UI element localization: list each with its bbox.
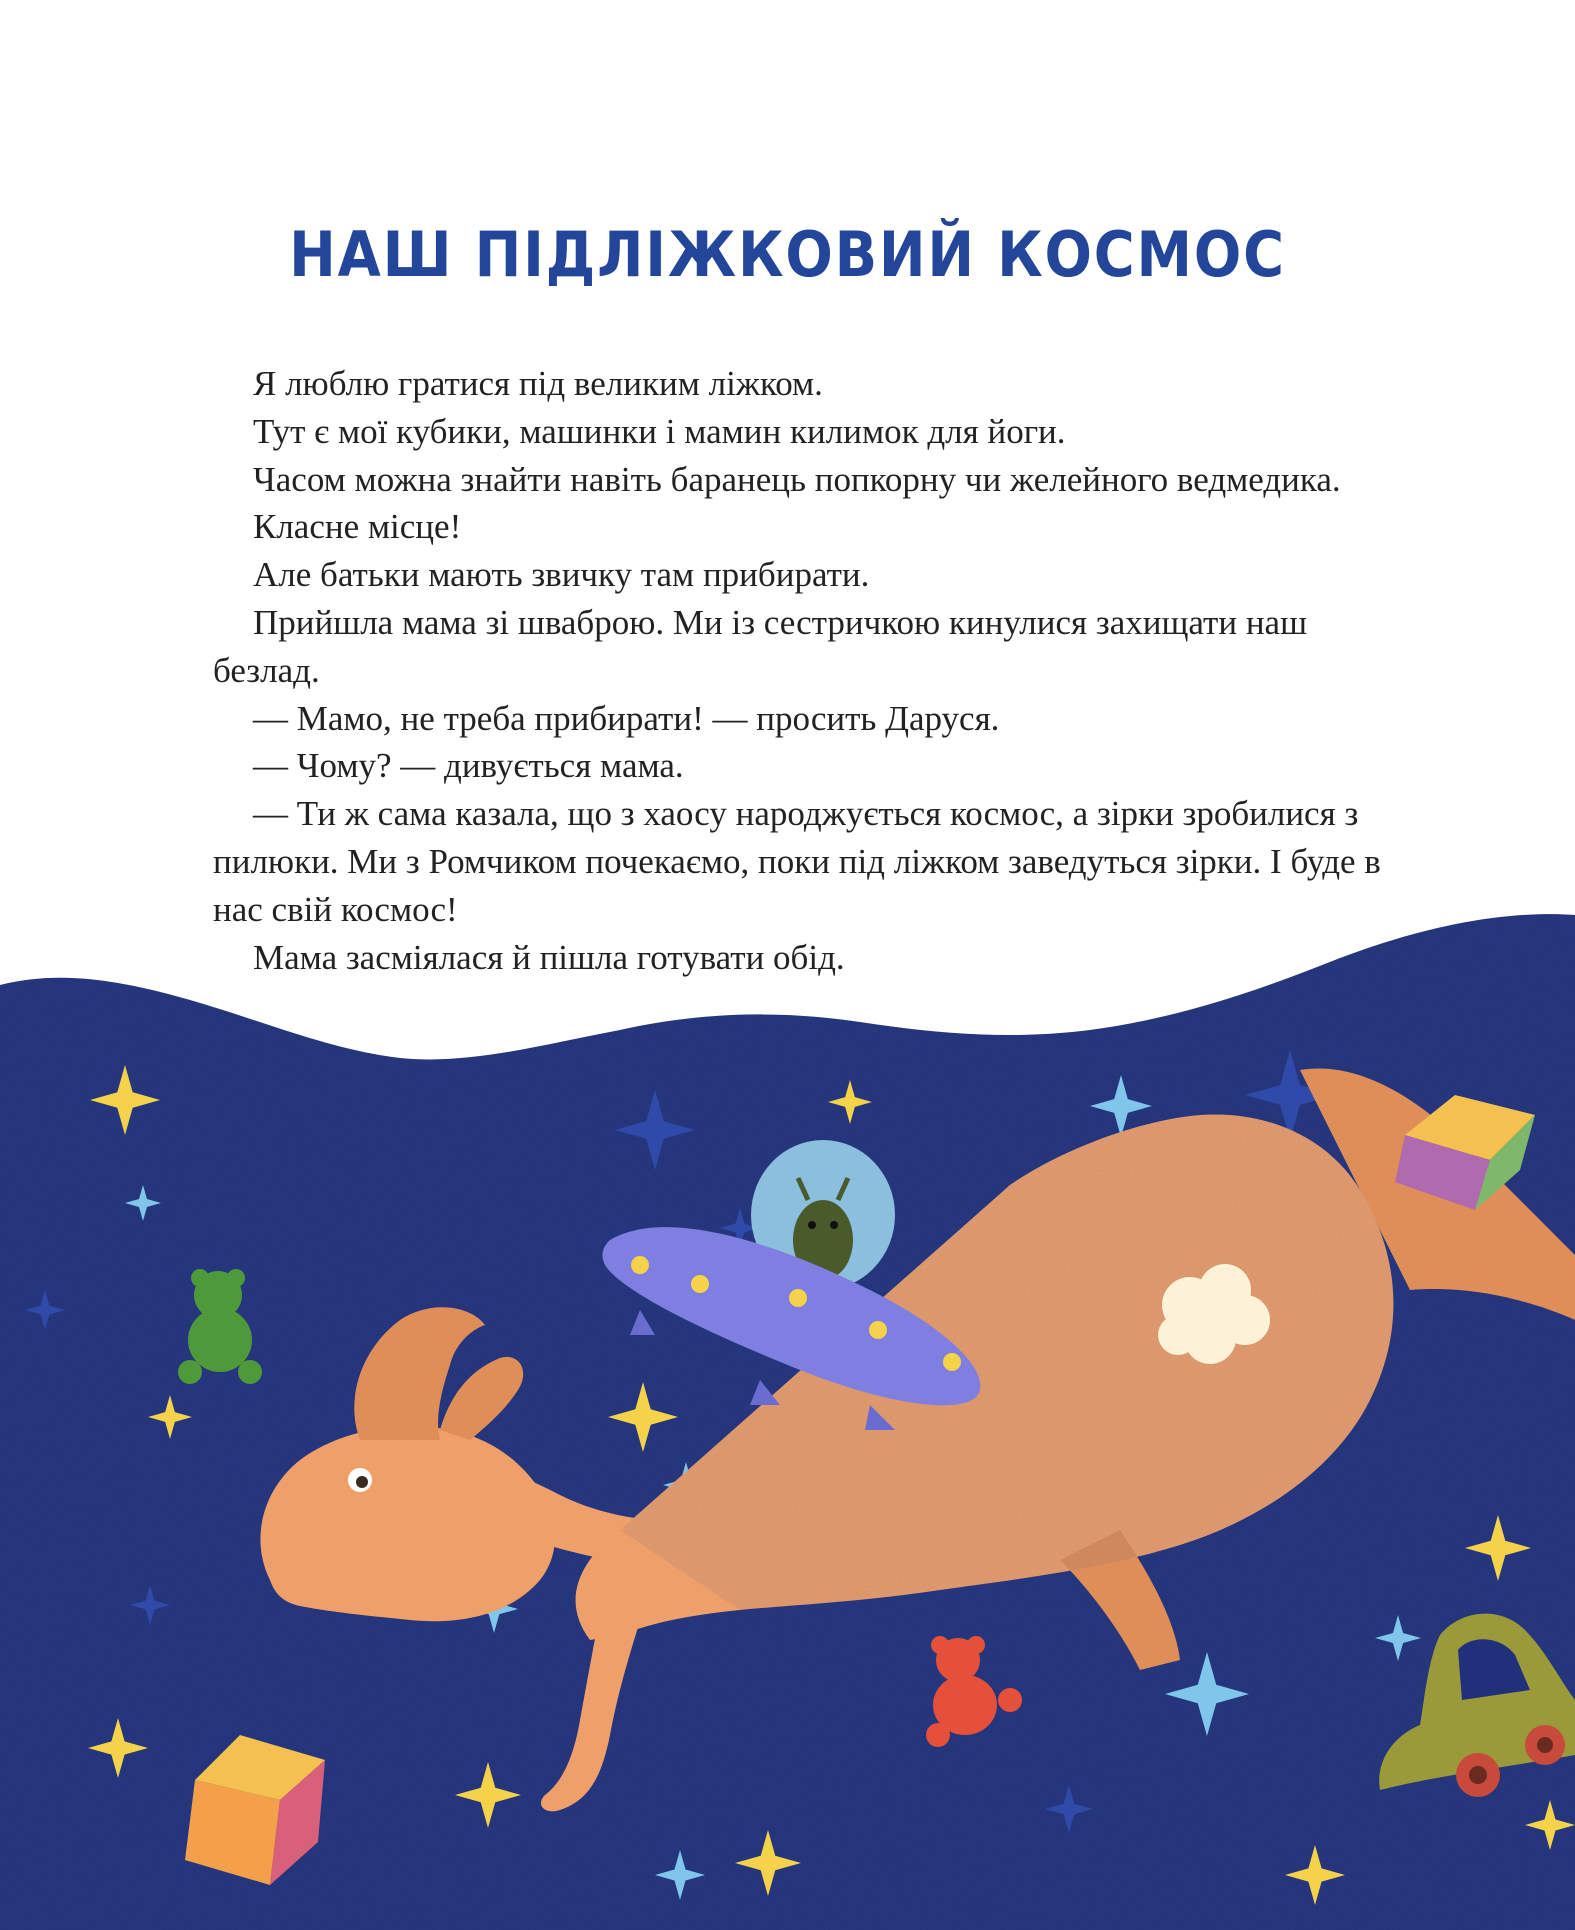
story-paragraph: Мама засміялася й пішла готувати обід. [253, 937, 845, 977]
story-paragraph: Часом можна знайти навіть баранець попкорну чи желейного ведмедика. [253, 459, 1341, 499]
story-paragraph: — Ти ж сама казала, що з хаосу народжується космос, а зірки зробилися з пилюки. Ми з Ромчиком почекаємо, поки під ліжком заведуться зірки. І буде в нас свій космос! [213, 794, 1381, 929]
story-paragraph: — Чому? — дивується мама. [253, 746, 684, 786]
story-paragraph: Прийшла мама зі шваброю. Ми із сестричкою кинулися захищати наш безлад. [213, 602, 1308, 690]
story-paragraph: Але батьки мають звичку там прибирати. [253, 555, 870, 595]
story-paragraph: Класне місце! [253, 507, 462, 547]
story-paragraph: Я люблю гратися під великим ліжком. [253, 364, 823, 403]
page-title: НАШ ПІДЛІЖКОВИЙ КОСМОС [289, 218, 1286, 291]
story-paragraph: — Мамо, не треба прибирати! — просить Даруся. [253, 698, 1000, 738]
story-text [213, 360, 1403, 981]
story-paragraph: Тут є мої кубики, машинки і мамин килимок для йоги. [253, 411, 1066, 451]
